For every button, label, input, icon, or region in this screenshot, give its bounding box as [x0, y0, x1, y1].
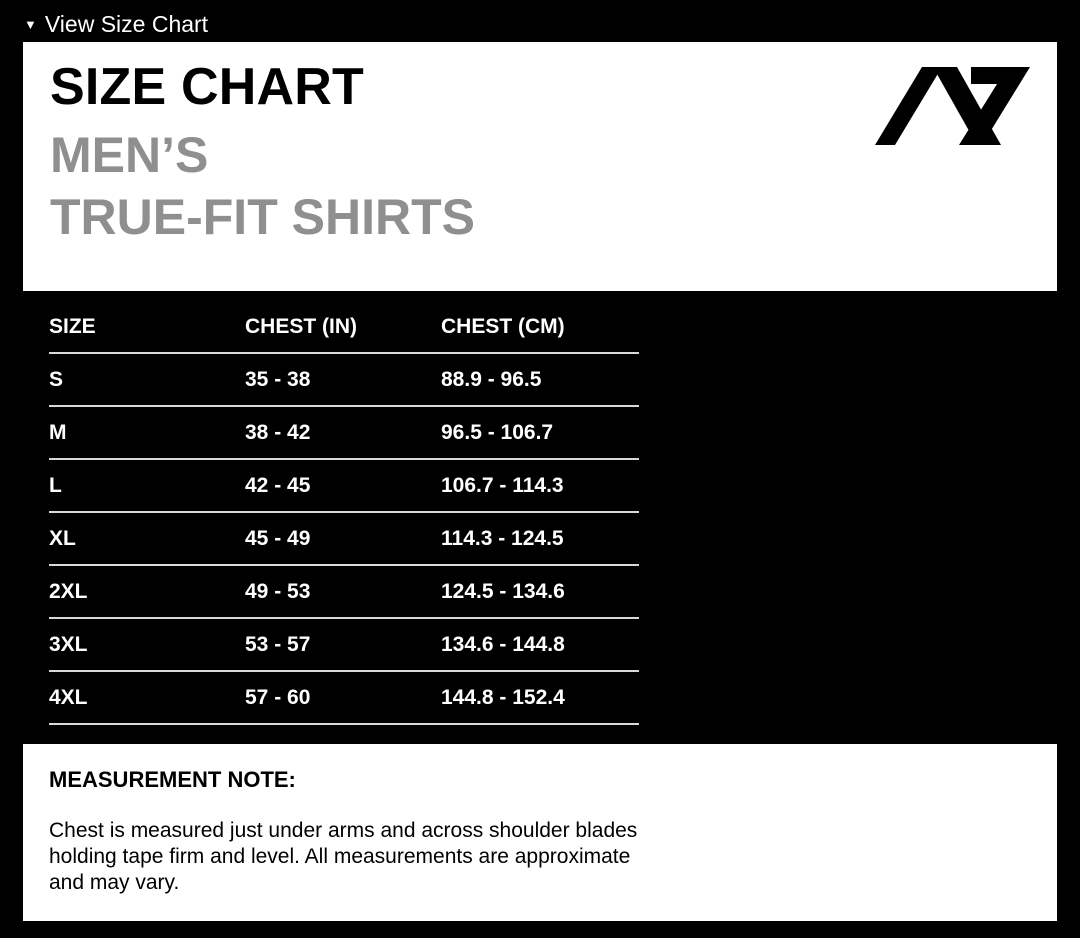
- table-row: [49, 407, 639, 460]
- cell-size: 2XL: [49, 579, 88, 603]
- note-line-3: and may vary.: [49, 871, 180, 894]
- cell-chest-cm: 124.5 - 134.6: [441, 579, 565, 603]
- chart-subtitle: [50, 124, 475, 248]
- brand-logo-icon: [875, 67, 1030, 147]
- cell-chest-in: 42 - 45: [245, 473, 311, 497]
- cell-chest-in: 49 - 53: [245, 579, 311, 603]
- measurement-note-card: [23, 744, 1057, 921]
- cell-chest-cm: 96.5 - 106.7: [441, 420, 554, 444]
- chart-title: SIZE CHART: [50, 58, 364, 116]
- note-title: MEASUREMENT NOTE:: [49, 767, 296, 792]
- cell-size: 3XL: [49, 632, 88, 656]
- toggle-label: View Size Chart: [44, 10, 209, 37]
- cell-size: XL: [49, 526, 76, 550]
- note-text: [49, 818, 689, 896]
- cell-size: S: [49, 367, 64, 391]
- header-chest-cm: CHEST (CM): [441, 315, 565, 338]
- cell-chest-cm: 114.3 - 124.5: [441, 526, 564, 550]
- table-row: [49, 619, 639, 672]
- subtitle-line-2: TRUE-FIT SHIRTS: [50, 189, 475, 245]
- table-row: [49, 460, 639, 513]
- cell-size: M: [49, 420, 67, 444]
- cell-chest-cm: 88.9 - 96.5: [441, 367, 542, 391]
- note-line-2: holding tape firm and level. All measurements are approximate: [49, 845, 631, 868]
- view-size-chart-toggle[interactable]: [24, 8, 208, 40]
- cell-chest-in: 53 - 57: [245, 632, 311, 656]
- table-row: [49, 566, 639, 619]
- cell-chest-cm: 144.8 - 152.4: [441, 685, 565, 709]
- table-row: [49, 513, 639, 566]
- size-table: [49, 302, 639, 725]
- cell-chest-cm: 134.6 - 144.8: [441, 632, 565, 656]
- triangle-down-icon: ▼: [24, 16, 37, 32]
- cell-chest-in: 35 - 38: [245, 367, 311, 391]
- cell-chest-in: 38 - 42: [245, 420, 311, 444]
- cell-chest-cm: 106.7 - 114.3: [441, 473, 564, 497]
- subtitle-line-1: MEN’S: [50, 127, 209, 183]
- table-row: [49, 672, 639, 725]
- note-line-1: Chest is measured just under arms and across shoulder blades: [49, 819, 638, 842]
- table-header-row: [49, 302, 639, 354]
- cell-size: L: [49, 473, 62, 497]
- cell-chest-in: 45 - 49: [245, 526, 311, 550]
- cell-size: 4XL: [49, 685, 88, 709]
- header-chest-in: CHEST (IN): [245, 315, 357, 338]
- cell-chest-in: 57 - 60: [245, 685, 311, 709]
- table-row: [49, 354, 639, 407]
- size-chart-header: [23, 42, 1057, 291]
- header-size: SIZE: [49, 315, 96, 338]
